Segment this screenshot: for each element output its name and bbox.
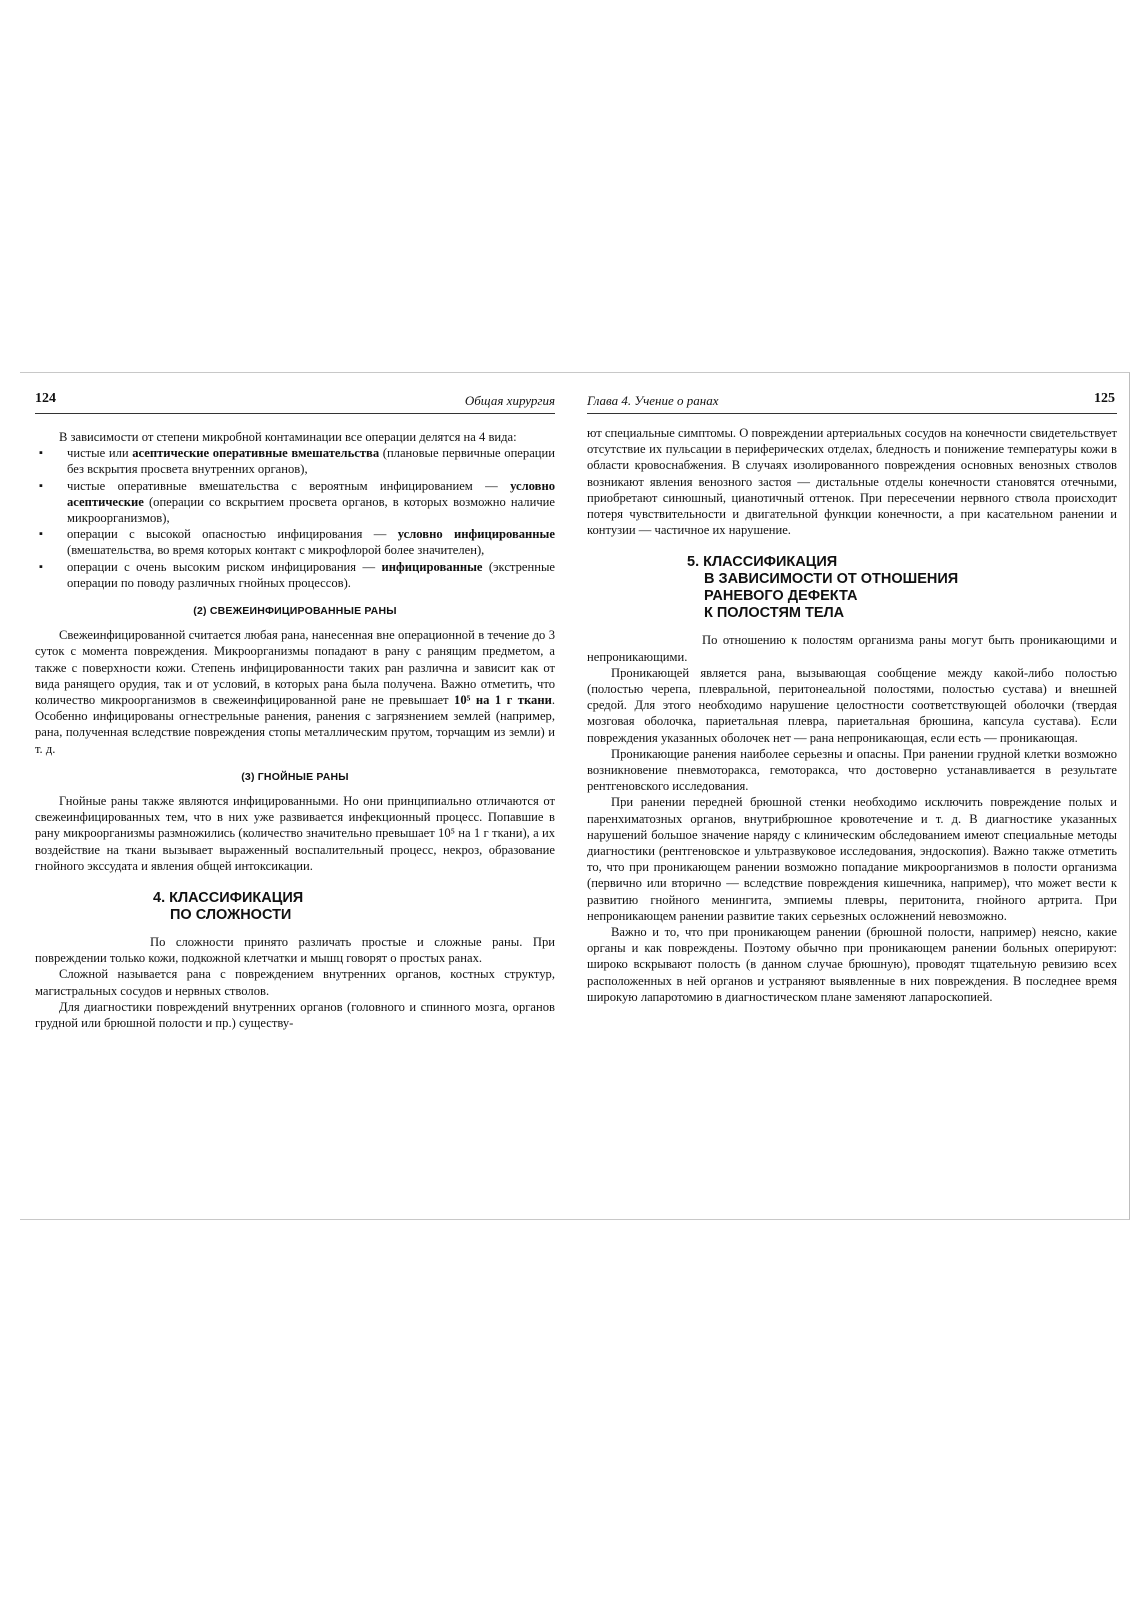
right-page-header xyxy=(587,391,1117,413)
purulent-paragraph: Гнойные раны также являются инфицированными. Но они принципиально отличаются от свежеинфицированных тем, что в них уже развивается инфекционный процесс. Попавшие в рану микроорганизмы размножились (количество значительно превышает 10⁵ на 1 г ткани), а их воздействие на ткани вызывает выраженный воспалительный процесс, некроз, образование гнойного экссудата и явления общей интоксикации. xyxy=(35,794,555,873)
header-rule xyxy=(587,413,1117,414)
list-item: ▪ операции с высокой опасностью инфицирования — условно инфицированные (вмешательства, во время которых контакт с микрофлорой более значителен), xyxy=(61,526,555,558)
page-number: 125 xyxy=(1094,391,1115,406)
left-page-header xyxy=(35,391,555,413)
list-item: ▪ чистые оперативные вмешательства с вероятным инфицированием — условно асептические (операции со вскрытием просвета органов, в которых возможно наличие микроорганизмов), xyxy=(61,478,555,527)
fresh-infected-paragraph: Свежеинфицированной считается любая рана, нанесенная вне операционной в течение до 3 суток с момента повреждения. Микроорганизмы попадают в рану с ранящим предметом, а также с поверхности кожи. Степень инфицированности таких ран различна и зависит как от вида ранящего орудия, так и от условий, в которых рана была получена. Важно отметить, что количество микроорганизмов в свежеинфицированной ране не превышает 10⁵ на 1 г ткани. Особенно инфицированы огнестрельные ранения, ранения с загрязнением землей (например, рана, полученная вследствие повреждения стопы металлическим прутом, торчащим из земли) и т. д. xyxy=(35,628,556,756)
running-title: Общая хирургия xyxy=(464,393,555,408)
list-item: ▪ операции с очень высоким риском инфицирования — инфицированные (экстренные операции по поводу различных гнойных процессов). xyxy=(61,559,555,591)
continuation-paragraph: ют специальные симптомы. О повреждении артериальных сосудов на конечности свидетельствует отсутствие их пульсации в периферических отделах, бледность и понижение температуры кожи в области кровоснабжения. В случаях изолированного повреждения основных венозных стволов возникают явления венозного застоя — дистальные отделы конечности становятся отечными, приобретают синюшный, цианотичный оттенок. При пересечении нервного ствола происходит потеря чувствительности и двигательной функции конечности, а при касательном ранении и контузии — частичное их нарушение. xyxy=(587,426,1117,538)
section-heading-complexity: 4. КЛАССИФИКАЦИЯ ПО СЛОЖНОСТИ xyxy=(153,890,304,924)
penetration-paragraph-5: Важно и то, что при проникающем ранении (брюшной полости, например) неясно, какие органы и как повреждены. Поэтому обычно при проникающем ранении больных оперируют: широко вскрывают полость (в данном случае брюшную), проводят тщательную ревизию всех расположенных в ней органов и устраняют выявленные в них повреждения. В последнее время широкую лапаротомию в диагностическом плане заменяют лапароскопией. xyxy=(587,925,1117,1004)
complexity-paragraph-3: Для диагностики повреждений внутренних органов (головного и спинного мозга, органов грудной или брюшной полости и пр.) существу- xyxy=(35,999,555,1031)
complexity-paragraph-1: По сложности принято различать простые и сложные раны. При повреждении только кожи, подкожной клетчатки и мышц говорят о простых ранах. xyxy=(35,935,555,966)
operation-types-list xyxy=(35,445,555,591)
intro-paragraph: В зависимости от степени микробной контаминации все операции делятся на 4 вида: xyxy=(59,430,517,444)
penetration-paragraph-1: По отношению к полостям организма раны могут быть проникающими и непроникающими. xyxy=(587,633,1117,664)
left-page-body xyxy=(35,429,555,1031)
book-spread xyxy=(20,372,1130,1220)
left-page xyxy=(20,373,575,1221)
complexity-paragraph-2: Сложной называется рана с повреждением внутренних органов, костных структур, магистральных сосудов и нервных стволов. xyxy=(35,967,555,998)
right-page xyxy=(575,373,1130,1221)
section-heading-penetration: 5. КЛАССИФИКАЦИЯ В ЗАВИСИМОСТИ ОТ ОТНОШЕНИЯ РАНЕВОГО ДЕФЕКТА К ПОЛОСТЯМ ТЕЛА xyxy=(687,554,959,622)
right-page-body xyxy=(587,425,1117,1005)
penetration-paragraph-2: Проникающей является рана, вызывающая сообщение между какой-либо полостью (полостью черепа, плевральной, перитонеальной полостями, полостью сустава) и внешней средой. Для этого необходимо нарушение целостности соответствующей оболочки (твердая мозговая оболочка, париетальная плевра, париетальная брюшина, капсула сустава). Если повреждения указанных оболочек нет — рана непроникающая, если есть — проникающая. xyxy=(587,665,1117,745)
running-title: Глава 4. Учение о ранах xyxy=(587,393,719,408)
list-item: ▪ чистые или асептические оперативные вмешательства (плановые первичные операции без вскрытия просвета внутренних органов), xyxy=(61,445,555,477)
subheading-fresh-infected: (2) СВЕЖЕИНФИЦИРОВАННЫЕ РАНЫ xyxy=(193,605,397,618)
penetration-paragraph-3: Проникающие ранения наиболее серьезны и опасны. При ранении грудной клетки возможно возникновение пневмоторакса, гемоторакса, что достоверно устанавливается в результате рентгеновского исследования. xyxy=(587,746,1117,794)
penetration-paragraph-4: При ранении передней брюшной стенки необходимо исключить повреждение полых и паренхиматозных органов, внутрибрюшное кровотечение и т. д. В диагностике указанных нарушений большое значение наряду с клиническим обследованием имеют специальные методы диагностики (рентгеновское и ультразвуковое исследования, эндоскопия). Важно также отметить то, что при проникающем ранении возможно попадание микроорганизмов в полости организма (первично или вторично — вследствие повреждения кишечника, например), что может вести к развитию гнойного менингита, эмпиемы плевры, перитонита, гнойного артрита. При непроникающем ранении развитие таких серьезных осложнений невозможно. xyxy=(587,795,1117,923)
header-rule xyxy=(35,413,555,414)
subheading-purulent: (3) ГНОЙНЫЕ РАНЫ xyxy=(241,770,349,783)
page-number: 124 xyxy=(35,391,56,406)
